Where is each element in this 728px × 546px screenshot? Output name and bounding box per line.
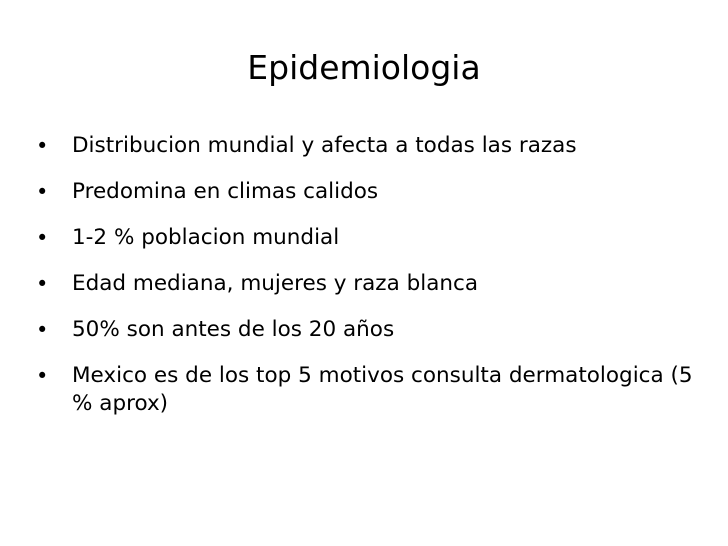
- bullet-text: 50% son antes de los 20 años: [72, 317, 395, 342]
- bullet-text: Mexico es de los top 5 motivos consulta dermatologica (5 % aprox): [72, 363, 693, 416]
- bullet-item: [36, 316, 696, 344]
- bullet-dot-icon: •: [36, 226, 49, 250]
- bullet-list: [36, 132, 696, 418]
- slide-title: Epidemiologia: [247, 48, 481, 87]
- bullet-dot-icon: •: [36, 134, 49, 158]
- bullet-text: Edad mediana, mujeres y raza blanca: [72, 271, 479, 296]
- bullet-item: [36, 132, 696, 160]
- bullet-text: 1-2 % poblacion mundial: [72, 225, 340, 250]
- bullet-dot-icon: •: [36, 180, 49, 204]
- bullet-dot-icon: •: [36, 318, 49, 342]
- bullet-item: [36, 178, 696, 206]
- bullet-item: [36, 224, 696, 252]
- bullet-dot-icon: •: [36, 272, 49, 296]
- bullet-dot-icon: •: [36, 364, 49, 388]
- bullet-text: Distribucion mundial y afecta a todas las razas: [72, 133, 577, 158]
- bullet-item: [36, 270, 696, 298]
- bullet-text: Predomina en climas calidos: [72, 179, 379, 204]
- bullet-item: [36, 362, 696, 418]
